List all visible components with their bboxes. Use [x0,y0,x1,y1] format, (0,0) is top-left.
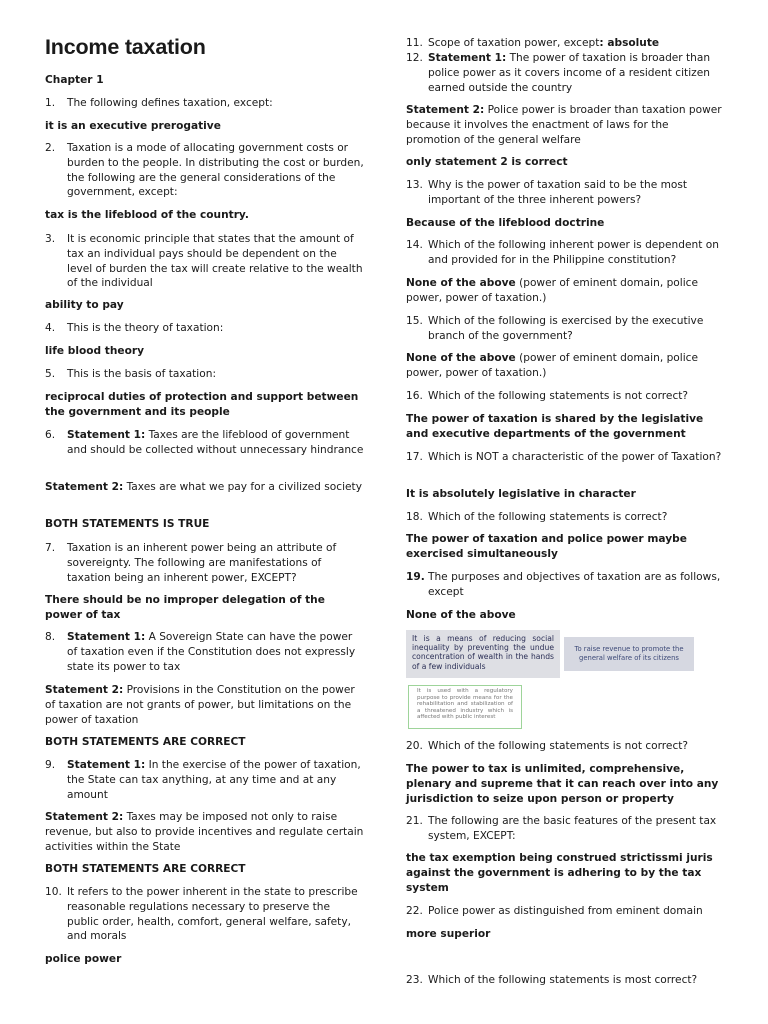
statement-paragraph [406,351,724,381]
question-text [67,541,365,585]
statement-paragraph [406,276,724,306]
answer-text: police power [45,953,122,965]
answer-text: BOTH STATEMENTS IS TRUE [45,518,210,530]
statement-label: Statement 1: [67,429,146,441]
question-text [67,141,365,200]
statement-label: None of the above [406,277,516,289]
answer-text: There should be no improper delegation of the power of tax [45,594,325,621]
question-number: 2. [45,142,56,154]
question-body: A Sovereign State can have the power of taxation even if the Constitution does not expressly state its power to tax [67,631,356,673]
question-item [406,739,724,754]
question-item [406,314,724,344]
question-text [67,428,365,458]
answer-text: it is an executive prerogative [45,120,221,132]
question-number: 4. [45,322,56,334]
question-item [45,428,365,458]
question-body: Which of the following statements is most correct? [428,974,698,986]
question-item [45,367,365,382]
question-text [428,510,724,525]
answer-text: reciprocal duties of protection and support between the government and its people [45,391,359,418]
question-number: 23. [406,974,423,986]
question-item [45,541,365,585]
question-number: 16. [406,390,423,402]
question-text [67,367,365,382]
question-number: 22. [406,905,423,917]
question-number: 21. [406,815,423,827]
question-text [67,758,365,802]
answer-text: more superior [406,928,491,940]
question-text [428,51,724,95]
answer-text: Because of the lifeblood doctrine [406,217,605,229]
statement-body: Police power is broader than taxation power because it involves the enactment of laws for the promotion of the general welfare [406,104,722,146]
question-body: The following are the basic features of the present tax system, EXCEPT: [428,815,717,842]
question-number: 3. [45,233,56,245]
question-body: Which of the following statements is not correct? [428,740,689,752]
question-number: 5. [45,368,56,380]
statement-body: Taxes are what we pay for a civilized society [123,481,362,493]
figure-box-regulatory: It is used with a regulatory purpose to provide means for the rehabilitation and stabilization of a threatened industry which is affected with public interest [408,685,522,729]
question-text [428,904,724,919]
answer-text: The power of taxation is shared by the legislative and executive departments of the government [406,413,704,440]
question-body: Police power as distinguished from eminent domain [428,905,703,917]
question-number: 6. [45,429,56,441]
question-body: Which of the following statements is correct? [428,511,668,523]
question-number: 8. [45,631,56,643]
question-item [45,141,365,200]
question-body: It is economic principle that states that the amount of tax an individual pays should be dependent on the level of burden the tax will create relative to the wealth of the individual [67,233,363,290]
statement-label: Statement 2: [45,811,124,823]
question-body: Which is NOT a characteristic of the power of Taxation? [428,451,722,463]
statement-label: Statement 2: [45,684,124,696]
question-item [406,238,724,268]
statement-label: None of the above [406,352,516,364]
answer-text: It is absolutely legislative in character [406,488,636,500]
document-title: Income taxation [45,35,206,59]
question-text [428,238,724,268]
question-number: 14. [406,239,423,251]
question-item [406,510,724,525]
question-text [428,178,724,208]
statement-label: Statement 2: [406,104,485,116]
question-text [67,885,365,944]
purposes-figure [406,630,696,732]
question-text [428,814,724,844]
figure-box-raise-revenue: To raise revenue to promote the general welfare of its citizens [564,637,694,671]
question-number: 19. [406,571,425,583]
question-body: This is the theory of taxation: [67,322,224,334]
statement-label: Statement 1: [67,631,146,643]
answer-text: only statement 2 is correct [406,156,568,168]
question-number: 15. [406,315,423,327]
question-text [428,570,724,600]
question-body: It refers to the power inherent in the state to prescribe reasonable regulations necessary to preserve the public order, health, comfort, general welfare, safety, and morals [67,886,358,943]
question-item [406,51,724,95]
question-item [406,36,724,51]
question-number: 1. [45,97,56,109]
answer-text: None of the above [406,609,516,621]
answer-text: The power to tax is unlimited, comprehensive, plenary and supreme that it can reach over into any jurisdiction to seize upon person or property [406,763,719,805]
question-number: 18. [406,511,423,523]
question-text [428,973,724,988]
question-text [428,314,724,344]
answer-text: BOTH STATEMENTS ARE CORRECT [45,736,246,748]
question-item [406,814,724,844]
answer-text: tax is the lifeblood of the country. [45,209,249,221]
question-item [406,570,724,600]
question-item [406,904,724,919]
question-body: The following defines taxation, except: [67,97,273,109]
question-item [406,450,724,465]
question-body: Scope of taxation power, except [428,37,600,49]
question-body: Which of the following is exercised by the executive branch of the government? [428,315,704,342]
question-number: 9. [45,759,56,771]
question-body: The purposes and objectives of taxation are as follows, except [428,571,721,598]
question-text [67,321,365,336]
question-body: Taxation is an inherent power being an attribute of sovereignty. The following are manifestations of taxation being an inherent power, EXCEPT? [67,542,337,584]
question-body: In the exercise of the power of taxation, the State can tax anything, at any time and at any amount [67,759,361,801]
statement-body: (power of eminent domain, police power, power of taxation.) [406,277,699,304]
question-item [45,232,365,291]
question-number: 10. [45,886,62,898]
statement-paragraph [45,683,365,727]
statement-body: (power of eminent domain, police power, power of taxation.) [406,352,699,379]
answer-text: Chapter 1 [45,74,104,86]
statement-paragraph [45,480,365,495]
question-body: Which of the following inherent power is dependent on and provided for in the Philippine constitution? [428,239,719,266]
statement-paragraph [406,103,724,147]
question-item [45,321,365,336]
question-item [45,96,365,111]
question-body: Which of the following statements is not correct? [428,390,689,402]
statement-label: Statement 1: [67,759,146,771]
statement-body: Provisions in the Constitution on the power of taxation are not grants of power, but limitations on the power of taxation [45,684,355,726]
question-text [67,630,365,674]
question-item [406,389,724,404]
answer-text: the tax exemption being construed strictissmi juris against the government is adhering to by the tax system [406,852,713,894]
question-number: 11. [406,37,423,49]
question-item [45,630,365,674]
statement-label: Statement 1: [428,52,507,64]
question-text [428,36,724,51]
question-number: 13. [406,179,423,191]
question-body: Taxation is a mode of allocating government costs or burden to the people. In distributing the cost or burden, the following are the general considerations of the government, except: [67,142,364,199]
answer-text: BOTH STATEMENTS ARE CORRECT [45,863,246,875]
question-item [45,885,365,944]
answer-inline: : absolute [599,37,660,49]
question-text [428,739,724,754]
statement-body: Taxes may be imposed not only to raise revenue, but also to provide incentives and regulate certain activities within the State [45,811,364,853]
question-number: 7. [45,542,56,554]
question-number: 17. [406,451,423,463]
statement-paragraph [45,810,365,854]
answer-text: life blood theory [45,345,144,357]
figure-box-social-inequality: It is a means of reducing social inequality by preventing the undue concentration of wealth in the hands of a few individuals [406,630,560,678]
question-item [406,178,724,208]
question-item [406,973,724,988]
question-body: Taxes are the lifeblood of government and should be collected without unnecessary hindrance [67,429,364,456]
question-text [428,389,724,404]
question-body: This is the basis of taxation: [67,368,217,380]
question-number: 20. [406,740,423,752]
question-item [45,758,365,802]
question-text [67,96,365,111]
question-number: 12. [406,52,423,64]
answer-text: ability to pay [45,299,124,311]
question-text [67,232,365,291]
question-body: Why is the power of taxation said to be the most important of the three inherent powers? [428,179,688,206]
answer-text: The power of taxation and police power maybe exercised simultaneously [406,533,687,560]
statement-label: Statement 2: [45,481,124,493]
question-text [428,450,724,465]
question-body: The power of taxation is broader than police power as it covers income of a resident citizen earned outside the country [428,52,711,94]
